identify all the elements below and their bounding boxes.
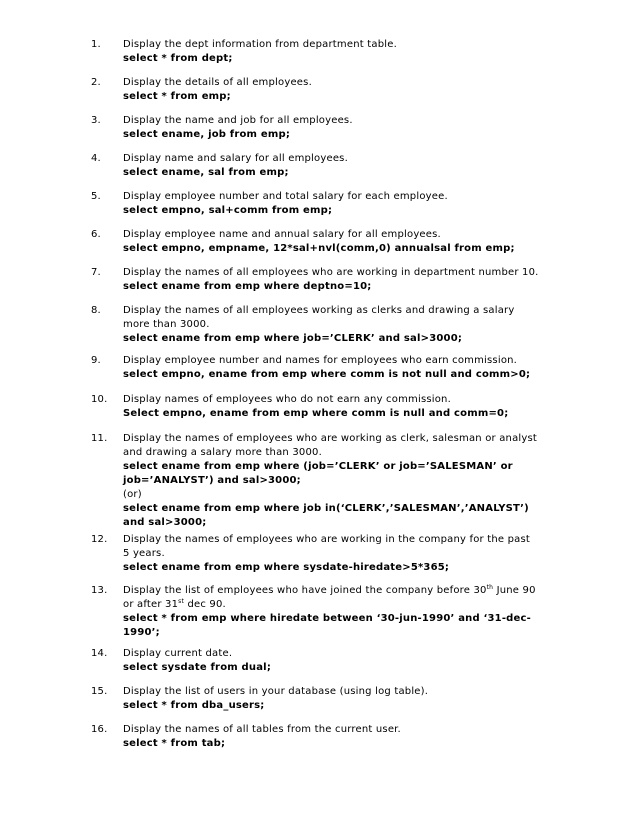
question-text: Display the names of employees who are working as clerk, salesman or analyst — [123, 433, 538, 444]
question-text — [123, 598, 555, 612]
item-number: 12. — [91, 534, 108, 545]
question-text: Display current date. — [123, 648, 233, 659]
question-text: Display employee name and annual salary for all employees. — [123, 229, 441, 240]
sql-answer: select empno, empname, 12*sal+nvl(comm,0) annualsal from emp; — [123, 243, 515, 254]
item-number: 14. — [91, 648, 108, 659]
question-text: and drawing a salary more than 3000. — [123, 447, 322, 458]
item-number: 5. — [91, 191, 101, 202]
item-number: 4. — [91, 153, 101, 164]
sql-answer: select empno, ename from emp where comm is not null and comm>0; — [123, 369, 531, 380]
sql-answer: select ename from emp where job=’CLERK’ and sal>3000; — [123, 333, 463, 344]
sql-answer: 1990’; — [123, 627, 160, 638]
question-text: Display employee number and total salary for each employee. — [123, 191, 448, 202]
sql-answer: select empno, sal+comm from emp; — [123, 205, 333, 216]
item-number: 7. — [91, 267, 101, 278]
sql-answer: select sysdate from dual; — [123, 662, 272, 673]
question-text: more than 3000. — [123, 319, 210, 330]
question-text: Display the names of all employees who are working in department number 10. — [123, 267, 539, 278]
sql-answer-alt: select ename from emp where job in(‘CLERK’,’SALESMAN’,’ANALYST’) — [123, 503, 529, 514]
question-text-part: dec 90. — [184, 599, 226, 610]
item-number: 8. — [91, 305, 101, 316]
question-text-part: June 90 — [493, 585, 536, 596]
item-number: 3. — [91, 115, 101, 126]
sql-answer: select * from emp where hiredate between ‘30-jun-1990’ and ‘31-dec- — [123, 613, 531, 624]
sql-answer: select ename, job from emp; — [123, 129, 291, 140]
question-text: Display the list of users in your database (using log table). — [123, 686, 429, 697]
sql-answer: select * from dba_users; — [123, 700, 265, 711]
alternative-label: (or) — [123, 489, 142, 500]
sql-answer: select ename from emp where (job=’CLERK’ or job=’SALESMAN’ or — [123, 461, 513, 472]
question-text: Display the names of all employees working as clerks and drawing a salary — [123, 305, 515, 316]
question-text — [123, 584, 555, 598]
item-number: 16. — [91, 724, 108, 735]
item-number: 13. — [91, 585, 108, 596]
question-text: Display the names of employees who are working in the company for the past — [123, 534, 531, 545]
superscript: th — [486, 584, 494, 591]
sql-answer: select * from emp; — [123, 91, 231, 102]
item-number: 11. — [91, 433, 108, 444]
item-number: 10. — [91, 394, 108, 405]
item-number: 2. — [91, 77, 101, 88]
sql-answer: select ename, sal from emp; — [123, 167, 289, 178]
sql-answer: select ename from emp where sysdate-hiredate>5*365; — [123, 562, 450, 573]
question-text: Display the dept information from department table. — [123, 39, 397, 50]
sql-answer: select * from dept; — [123, 53, 233, 64]
question-text-part: Display the list of employees who have joined the company before 30 — [123, 585, 487, 596]
question-text: Display name and salary for all employees. — [123, 153, 348, 164]
question-text: Display the names of all tables from the current user. — [123, 724, 401, 735]
item-number: 6. — [91, 229, 101, 240]
item-number: 15. — [91, 686, 108, 697]
question-text-part: or after 31 — [123, 599, 179, 610]
sql-answer: select * from tab; — [123, 738, 226, 749]
item-number: 1. — [91, 39, 101, 50]
item-number: 9. — [91, 355, 101, 366]
sql-answer: Select empno, ename from emp where comm is null and comm=0; — [123, 408, 509, 419]
question-text: Display the details of all employees. — [123, 77, 312, 88]
sql-answer: job=’ANALYST’) and sal>3000; — [123, 475, 301, 486]
sql-answer-alt: and sal>3000; — [123, 517, 207, 528]
question-text: Display employee number and names for employees who earn commission. — [123, 355, 518, 366]
question-text: 5 years. — [123, 548, 165, 559]
sql-answer: select ename from emp where deptno=10; — [123, 281, 372, 292]
question-text: Display names of employees who do not earn any commission. — [123, 394, 451, 405]
question-text: Display the name and job for all employees. — [123, 115, 353, 126]
superscript: st — [178, 598, 185, 605]
